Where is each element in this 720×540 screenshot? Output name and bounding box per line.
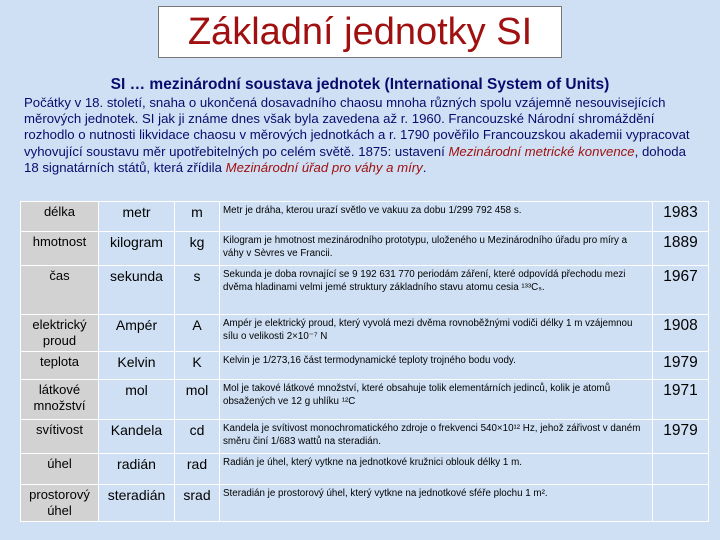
intro-highlight-bureau: Mezinárodní úřad pro váhy a míry: [225, 159, 423, 175]
quantity-cell: elektrický proud: [21, 315, 99, 352]
quantity-cell: čas: [21, 266, 99, 315]
unit-cell: radián: [99, 454, 175, 485]
definition-cell: Sekunda je doba rovnající se 9 192 631 770 periodám záření, které odpovídá přechodu mezi dvěma hladinami velmi jemé struktury základního stavu atomu cesia ¹³³Cₛ.: [220, 266, 653, 315]
intro-highlight-convention: Mezinárodní metrické konvence: [448, 143, 635, 159]
table-row: [21, 202, 709, 232]
definition-cell: Kelvin je 1/273,16 část termodynamické teploty trojného bodu vody.: [220, 352, 653, 380]
intro-text-2: , dohoda 18 signatárních států, která zřídila: [24, 143, 686, 175]
symbol-cell: mol: [175, 380, 220, 420]
quantity-cell: prostorový úhel: [21, 485, 99, 522]
year-cell: 1971: [653, 380, 709, 420]
symbol-cell: A: [175, 315, 220, 352]
intro-paragraph: [24, 95, 704, 176]
subtitle: SI … mezinárodní soustava jednotek (International System of Units): [110, 76, 610, 93]
unit-cell: kilogram: [99, 232, 175, 266]
table-row: [21, 420, 709, 454]
year-cell: 1979: [653, 420, 709, 454]
year-cell: 1908: [653, 315, 709, 352]
quantity-cell: délka: [21, 202, 99, 232]
table-row: [21, 266, 709, 315]
definition-cell: Steradián je prostorový úhel, který vytkne na jednotkové sféře plochu 1 m².: [220, 485, 653, 522]
table-row: [21, 380, 709, 420]
symbol-cell: cd: [175, 420, 220, 454]
symbol-cell: m: [175, 202, 220, 232]
symbol-cell: rad: [175, 454, 220, 485]
year-cell: [653, 454, 709, 485]
definition-cell: Metr je dráha, kterou urazí světlo ve vakuu za dobu 1/299 792 458 s.: [220, 202, 653, 232]
unit-cell: steradián: [99, 485, 175, 522]
symbol-cell: s: [175, 266, 220, 315]
intro-text-1: Počátky v 18. století, snaha o ukončená dosavadního chaosu mnoha různých spolu vzájemně nesouvisejících měrových jednotek. SI jak ji známe dnes však byla zavedena až r. 1960. Francouzské Národní shromáždění rozhodlo o nutnosti likvidace chaosu v měrových jednotkách a r. 1790 pověřilo Francouzskou akademii vypracovat vyhovující soustavu měr upotřebitelných po celém světě. 1875: ustavení: [24, 95, 690, 159]
quantity-cell: svítivost: [21, 420, 99, 454]
year-cell: 1979: [653, 352, 709, 380]
symbol-cell: kg: [175, 232, 220, 266]
quantity-cell: teplota: [21, 352, 99, 380]
title-box: [158, 6, 562, 58]
table-row: [21, 454, 709, 485]
year-cell: 1967: [653, 266, 709, 315]
intro-text-3: .: [422, 159, 427, 175]
quantity-cell: hmotnost: [21, 232, 99, 266]
definition-cell: Radián je úhel, který vytkne na jednotkové kružnici oblouk délky 1 m.: [220, 454, 653, 485]
year-cell: 1889: [653, 232, 709, 266]
unit-cell: sekunda: [99, 266, 175, 315]
definition-cell: Ampér je elektrický proud, který vyvolá mezi dvěma rovnoběžnými vodiči délky 1 m vzájemnou sílu o velikosti 2×10⁻⁷ N: [220, 315, 653, 352]
si-units-table: [20, 201, 709, 522]
table-row: [21, 232, 709, 266]
symbol-cell: srad: [175, 485, 220, 522]
table-row: [21, 315, 709, 352]
unit-cell: Kelvin: [99, 352, 175, 380]
year-cell: 1983: [653, 202, 709, 232]
unit-cell: Ampér: [99, 315, 175, 352]
definition-cell: Kilogram je hmotnost mezinárodního prototypu, uloženého u Mezinárodního úřadu pro míry a váhy v Sèvres ve Francii.: [220, 232, 653, 266]
page-title: Základní jednotky SI: [187, 11, 533, 53]
unit-cell: metr: [99, 202, 175, 232]
table-row: [21, 352, 709, 380]
unit-cell: mol: [99, 380, 175, 420]
definition-cell: Kandela je svítivost monochromatického zdroje o frekvenci 540×10¹² Hz, jehož zářivost v daném směru činí 1/683 wattů na steradián.: [220, 420, 653, 454]
table-row: [21, 485, 709, 522]
symbol-cell: K: [175, 352, 220, 380]
unit-cell: Kandela: [99, 420, 175, 454]
quantity-cell: úhel: [21, 454, 99, 485]
definition-cell: Mol je takové látkové množství, které obsahuje tolik elementárních jedinců, kolik je atomů obsažených ve 12 g uhlíku ¹²C: [220, 380, 653, 420]
quantity-cell: látkové množství: [21, 380, 99, 420]
year-cell: [653, 485, 709, 522]
